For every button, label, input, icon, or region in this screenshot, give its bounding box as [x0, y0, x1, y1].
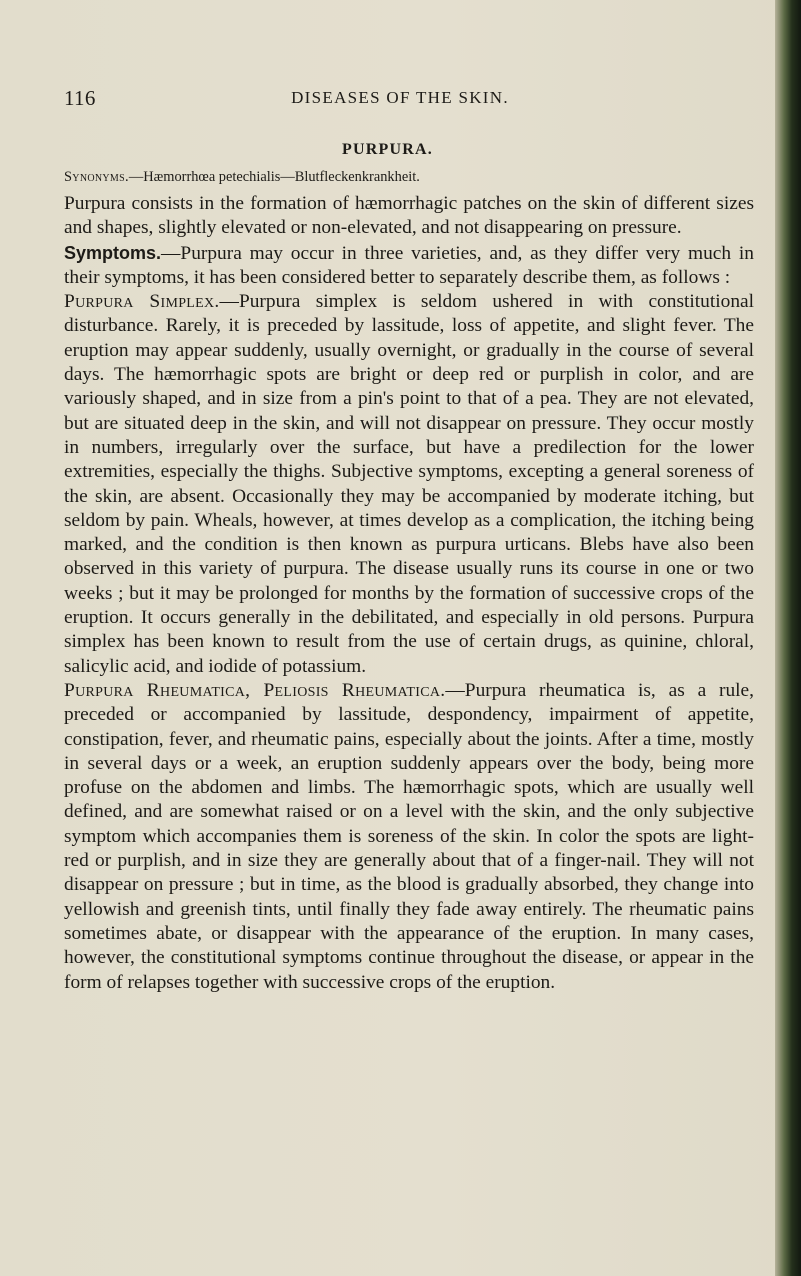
- symptoms-text: —Purpura may occur in three varieties, and, as they differ very much in their symptoms, it has been considered better to separately describe them, as follows :: [64, 242, 754, 288]
- synonyms-label: Synonyms.: [64, 169, 129, 185]
- page-number: 116: [64, 86, 96, 110]
- section-title: PURPURA.: [342, 141, 433, 158]
- synonyms-line: [64, 169, 420, 186]
- running-title: DISEASES OF THE SKIN.: [291, 88, 509, 107]
- simplex-text: —Purpura simplex is seldom ushered in with constitutional disturbance. Rarely, it is preceded by lassitude, loss of appetite, and slight fever. The eruption may appear suddenly, usually overnight, or gradually in the course of several days. The hæmorrhagic spots are bright or deep red or purplish in color, and are variously shaped, and in size from a pin's point to that of a pea. They are not elevated, but are situated deep in the skin, and will not disappear on pressure. They occur mostly in numbers, irregularly over the surface, but have a predilection for the lower extremities, especially the thighs. Subjective symptoms, excepting a general soreness of the skin, are absent. Occasionally they may be accompanied by moderate itching, but seldom by pain. Wheals, however, at times develop as a complication, the itching being marked, and the condition is then known as purpura urticans. Blebs have also been observed in this variety of purpura. The disease usually runs its course in one or two weeks ; but it may be prolonged for months by the formation of successive crops of the eruption. It occurs generally in the debilitated, and especially in old persons. Purpura simplex has been known to result from the use of certain drugs, as quinine, chloral, salicylic acid, and iodide of potassium.: [64, 291, 755, 677]
- simplex-paragraph: [64, 290, 754, 679]
- intro-paragraph: Purpura consists in the formation of hæmorrhagic patches on the skin of different sizes and shapes, slightly elevated or non-elevated, and not disappearing on pressure.: [64, 193, 754, 239]
- simplex-heading: Purpura Simplex.: [64, 291, 220, 313]
- rheumatica-paragraph: [64, 679, 754, 995]
- synonyms-text: —Hæmorrhœa petechialis—Blutfleckenkrankheit.: [128, 169, 420, 185]
- page-edge-shadow: [775, 0, 801, 1276]
- symptoms-paragraph: [64, 241, 754, 291]
- running-head: [40, 86, 760, 116]
- rheumatica-heading: Purpura Rheumatica, Peliosis Rheumatica.: [64, 679, 446, 701]
- symptoms-heading: Symptoms.: [64, 242, 162, 263]
- body-text: [64, 192, 754, 995]
- rheumatica-text: —Purpura rheumatica is, as a rule, preceded or accompanied by lassitude, despondency, impairment of appetite, constipation, fever, and rheumatic pains, especially about the joints. After a time, mostly in several days or a week, an eruption suddenly appears over the body, being more profuse on the abdomen and limbs. The hæmorrhagic spots, which are usually well defined, and are somewhat raised or on a level with the skin, and the only subjective symptom which accompanies them is soreness of the skin. In color the spots are light-red or purplish, and in size they are generally about that of a finger-nail. They will not disappear on pressure ; but in time, as the blood is gradually absorbed, they change into yellowish and greenish tints, until finally they fade away entirely. The rheumatic pains sometimes abate, or disappear with the appearance of the eruption. In many cases, however, the constitutional symptoms continue throughout the disease, or appear in the form of relapses together with successive crops of the eruption.: [64, 679, 754, 993]
